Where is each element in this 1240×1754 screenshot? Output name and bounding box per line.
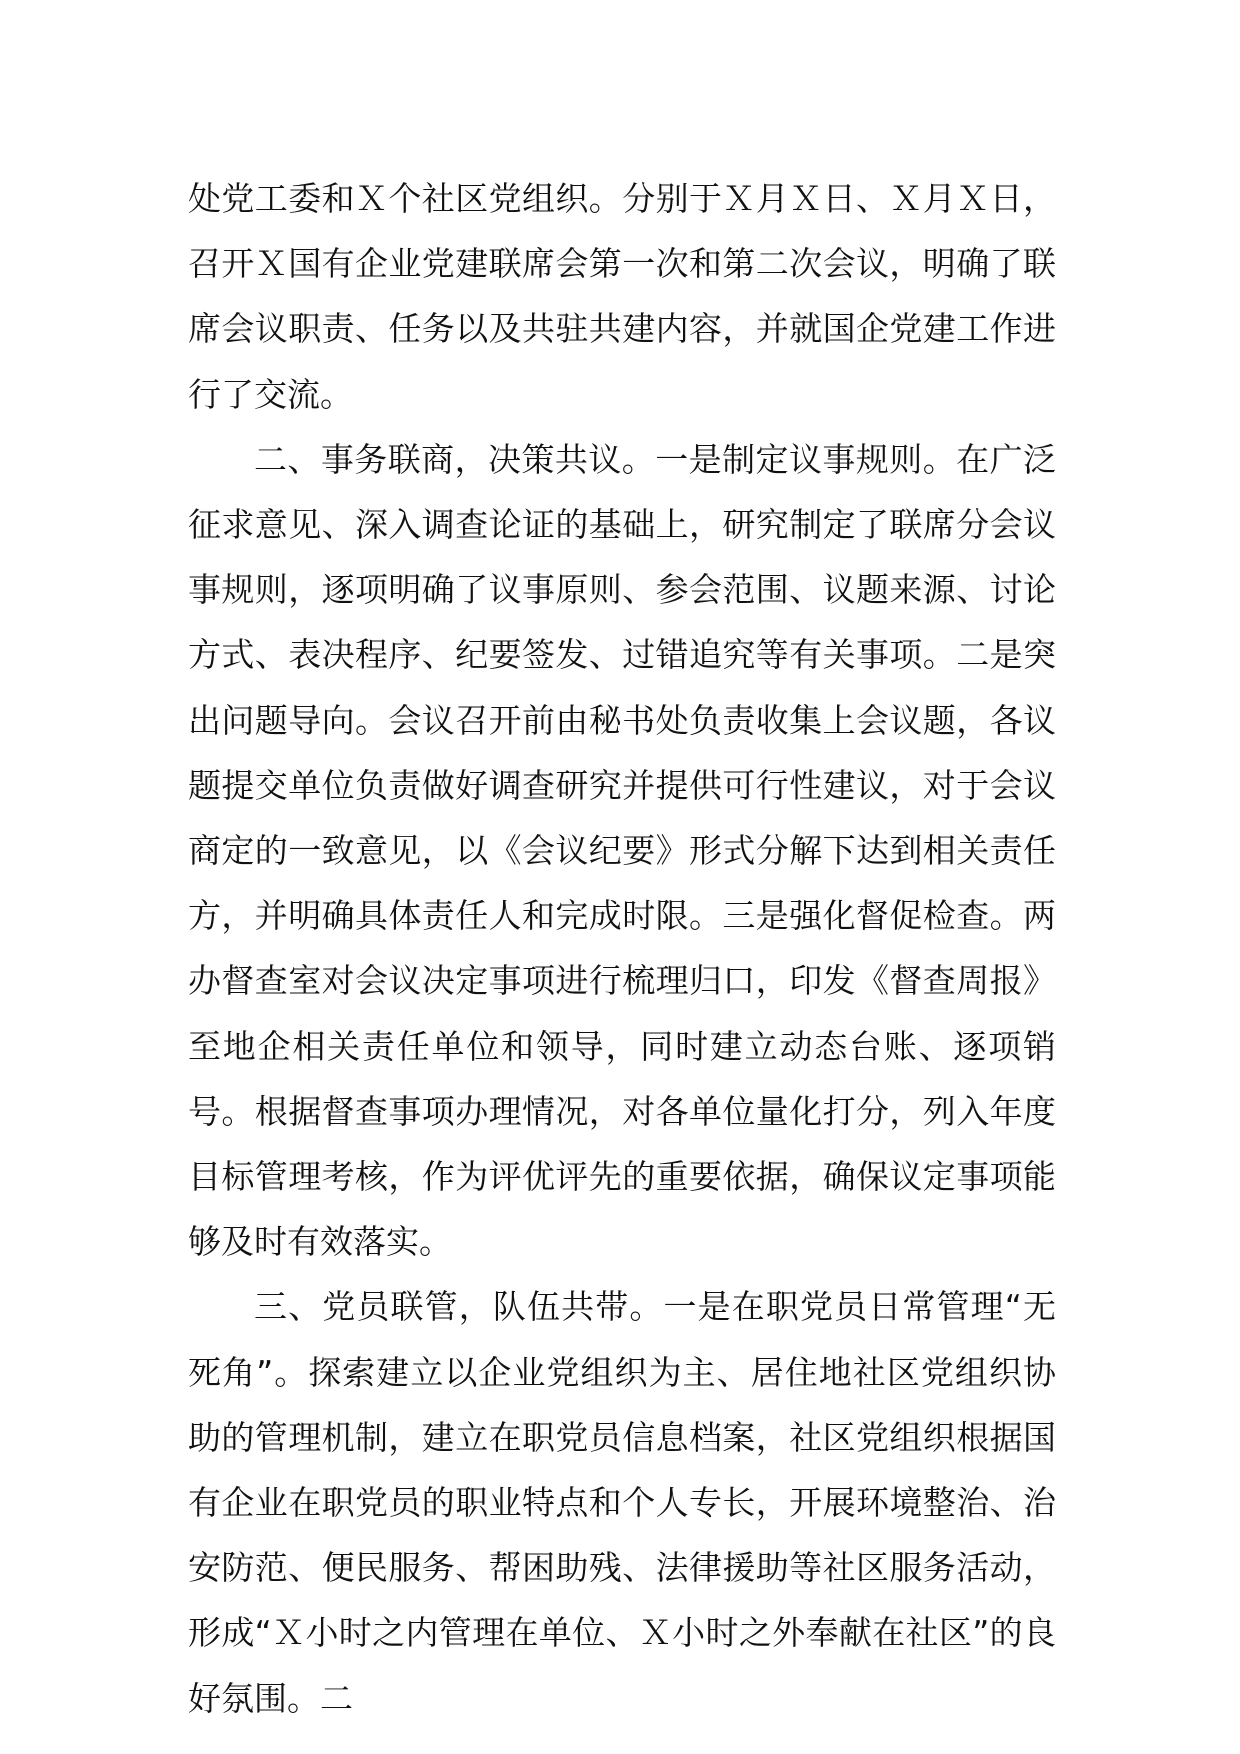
document-body	[188, 166, 1056, 1731]
paragraph-continuation: 处党工委和Ｘ个社区党组织。分别于Ｘ月Ｘ日、Ｘ月Ｘ日，召开Ｘ国有企业党建联席会第一次和第二次会议，明确了联席会议职责、任务以及共驻共建内容，并就国企党建工作进行了交流。	[188, 179, 1057, 414]
paragraph-section-two: 二、事务联商，决策共议。一是制定议事规则。在广泛征求意见、深入调查论证的基础上，研究制定了联席分会议事规则，逐项明确了议事原则、参会范围、议题来源、讨论方式、表决程序、纪要签发、过错追究等有关事项。二是突出问题导向。会议召开前由秘书处负责收集上会议题，各议题提交单位负责做好调查研究并提供可行性建议，对于会议商定的一致意见，以《会议纪要》形式分解下达到相关责任方，并明确具体责任人和完成时限。三是强化督促检查。两办督查室对会议决定事项进行梳理归口，印发《督查周报》至地企相关责任单位和领导，同时建立动态台账、逐项销号。根据督查事项办理情况，对各单位量化打分，列入年度目标管理考核，作为评优评先的重要依据，确保议定事项能够及时有效落实。	[188, 439, 1056, 1262]
paragraph-section-three: 三、党员联管，队伍共带。一是在职党员日常管理“无死角”。探索建立以企业党组织为主、居住地社区党组织协助的管理机制，建立在职党员信息档案，社区党组织根据国有企业在职党员的职业特点和个人专长，开展环境整治、治安防范、便民服务、帮困助残、法律援助等社区服务活动，形成“Ｘ小时之内管理在单位、Ｘ小时之外奉献在社区”的良好氛围。二	[188, 1287, 1056, 1718]
